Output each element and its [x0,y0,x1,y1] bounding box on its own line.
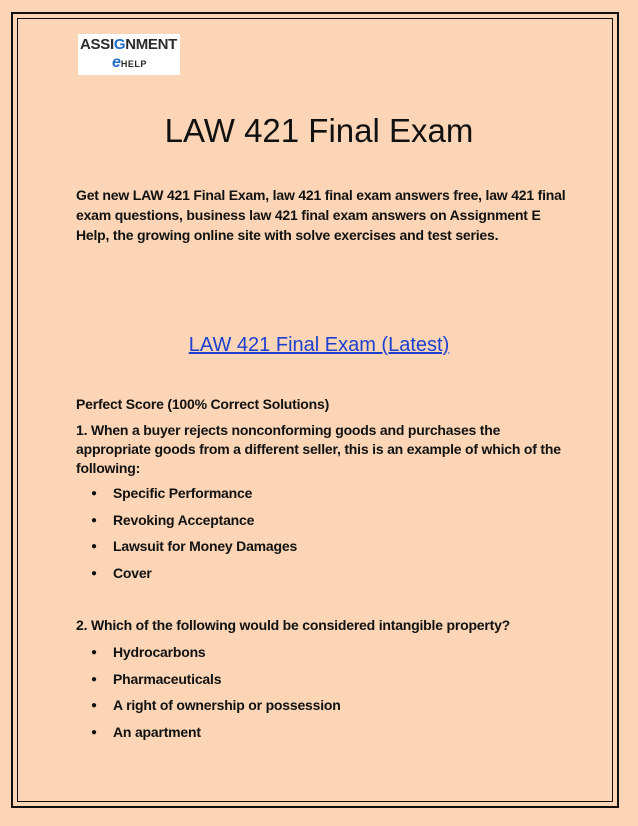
option-item: ● A right of ownership or possession [91,697,341,714]
page-title: LAW 421 Final Exam [164,112,474,149]
assignment-e-help-logo [78,34,180,75]
question-2: 2. Which of the following would be considered intangible property? [76,617,511,633]
question-1: 1. When a buyer rejects nonconforming goods and purchases the appropriate goods from a different seller, this is an example of which of the following: [76,422,561,476]
bullet-icon: ● [91,647,97,658]
bullet-icon: ● [91,488,97,499]
bullet-icon: ● [91,568,97,580]
question-2-options [76,643,341,750]
latest-exam-link[interactable]: LAW 421 Final Exam (Latest) [188,334,450,356]
logo-wordmark: ASSIGNMENT [80,36,178,53]
option-item: ● Hydrocarbons [91,644,206,660]
logo-tagline: eHELP [112,54,147,71]
option-item: ● Lawsuit for Money Damages [91,538,298,555]
question-1-options [76,484,297,591]
intro-paragraph: Get new LAW 421 Final Exam, law 421 final exam answers free, law 421 final exam questions, business law 421 final exam answers on Assignment E Help, the growing online site with solve exercises and test series. [76,187,566,243]
option-item: ● An apartment [91,724,201,741]
option-item: ● Specific Performance [91,485,253,501]
bullet-icon: ● [91,541,97,553]
option-item: ● Revoking Acceptance [91,511,255,528]
bullet-icon: ● [91,514,97,526]
option-item: ● Cover [91,565,152,582]
bullet-icon: ● [91,673,97,685]
bullet-icon: ● [91,727,97,739]
option-item: ● Pharmaceuticals [91,670,222,687]
bullet-icon: ● [91,700,97,712]
score-note: Perfect Score (100% Correct Solutions) [76,396,330,412]
